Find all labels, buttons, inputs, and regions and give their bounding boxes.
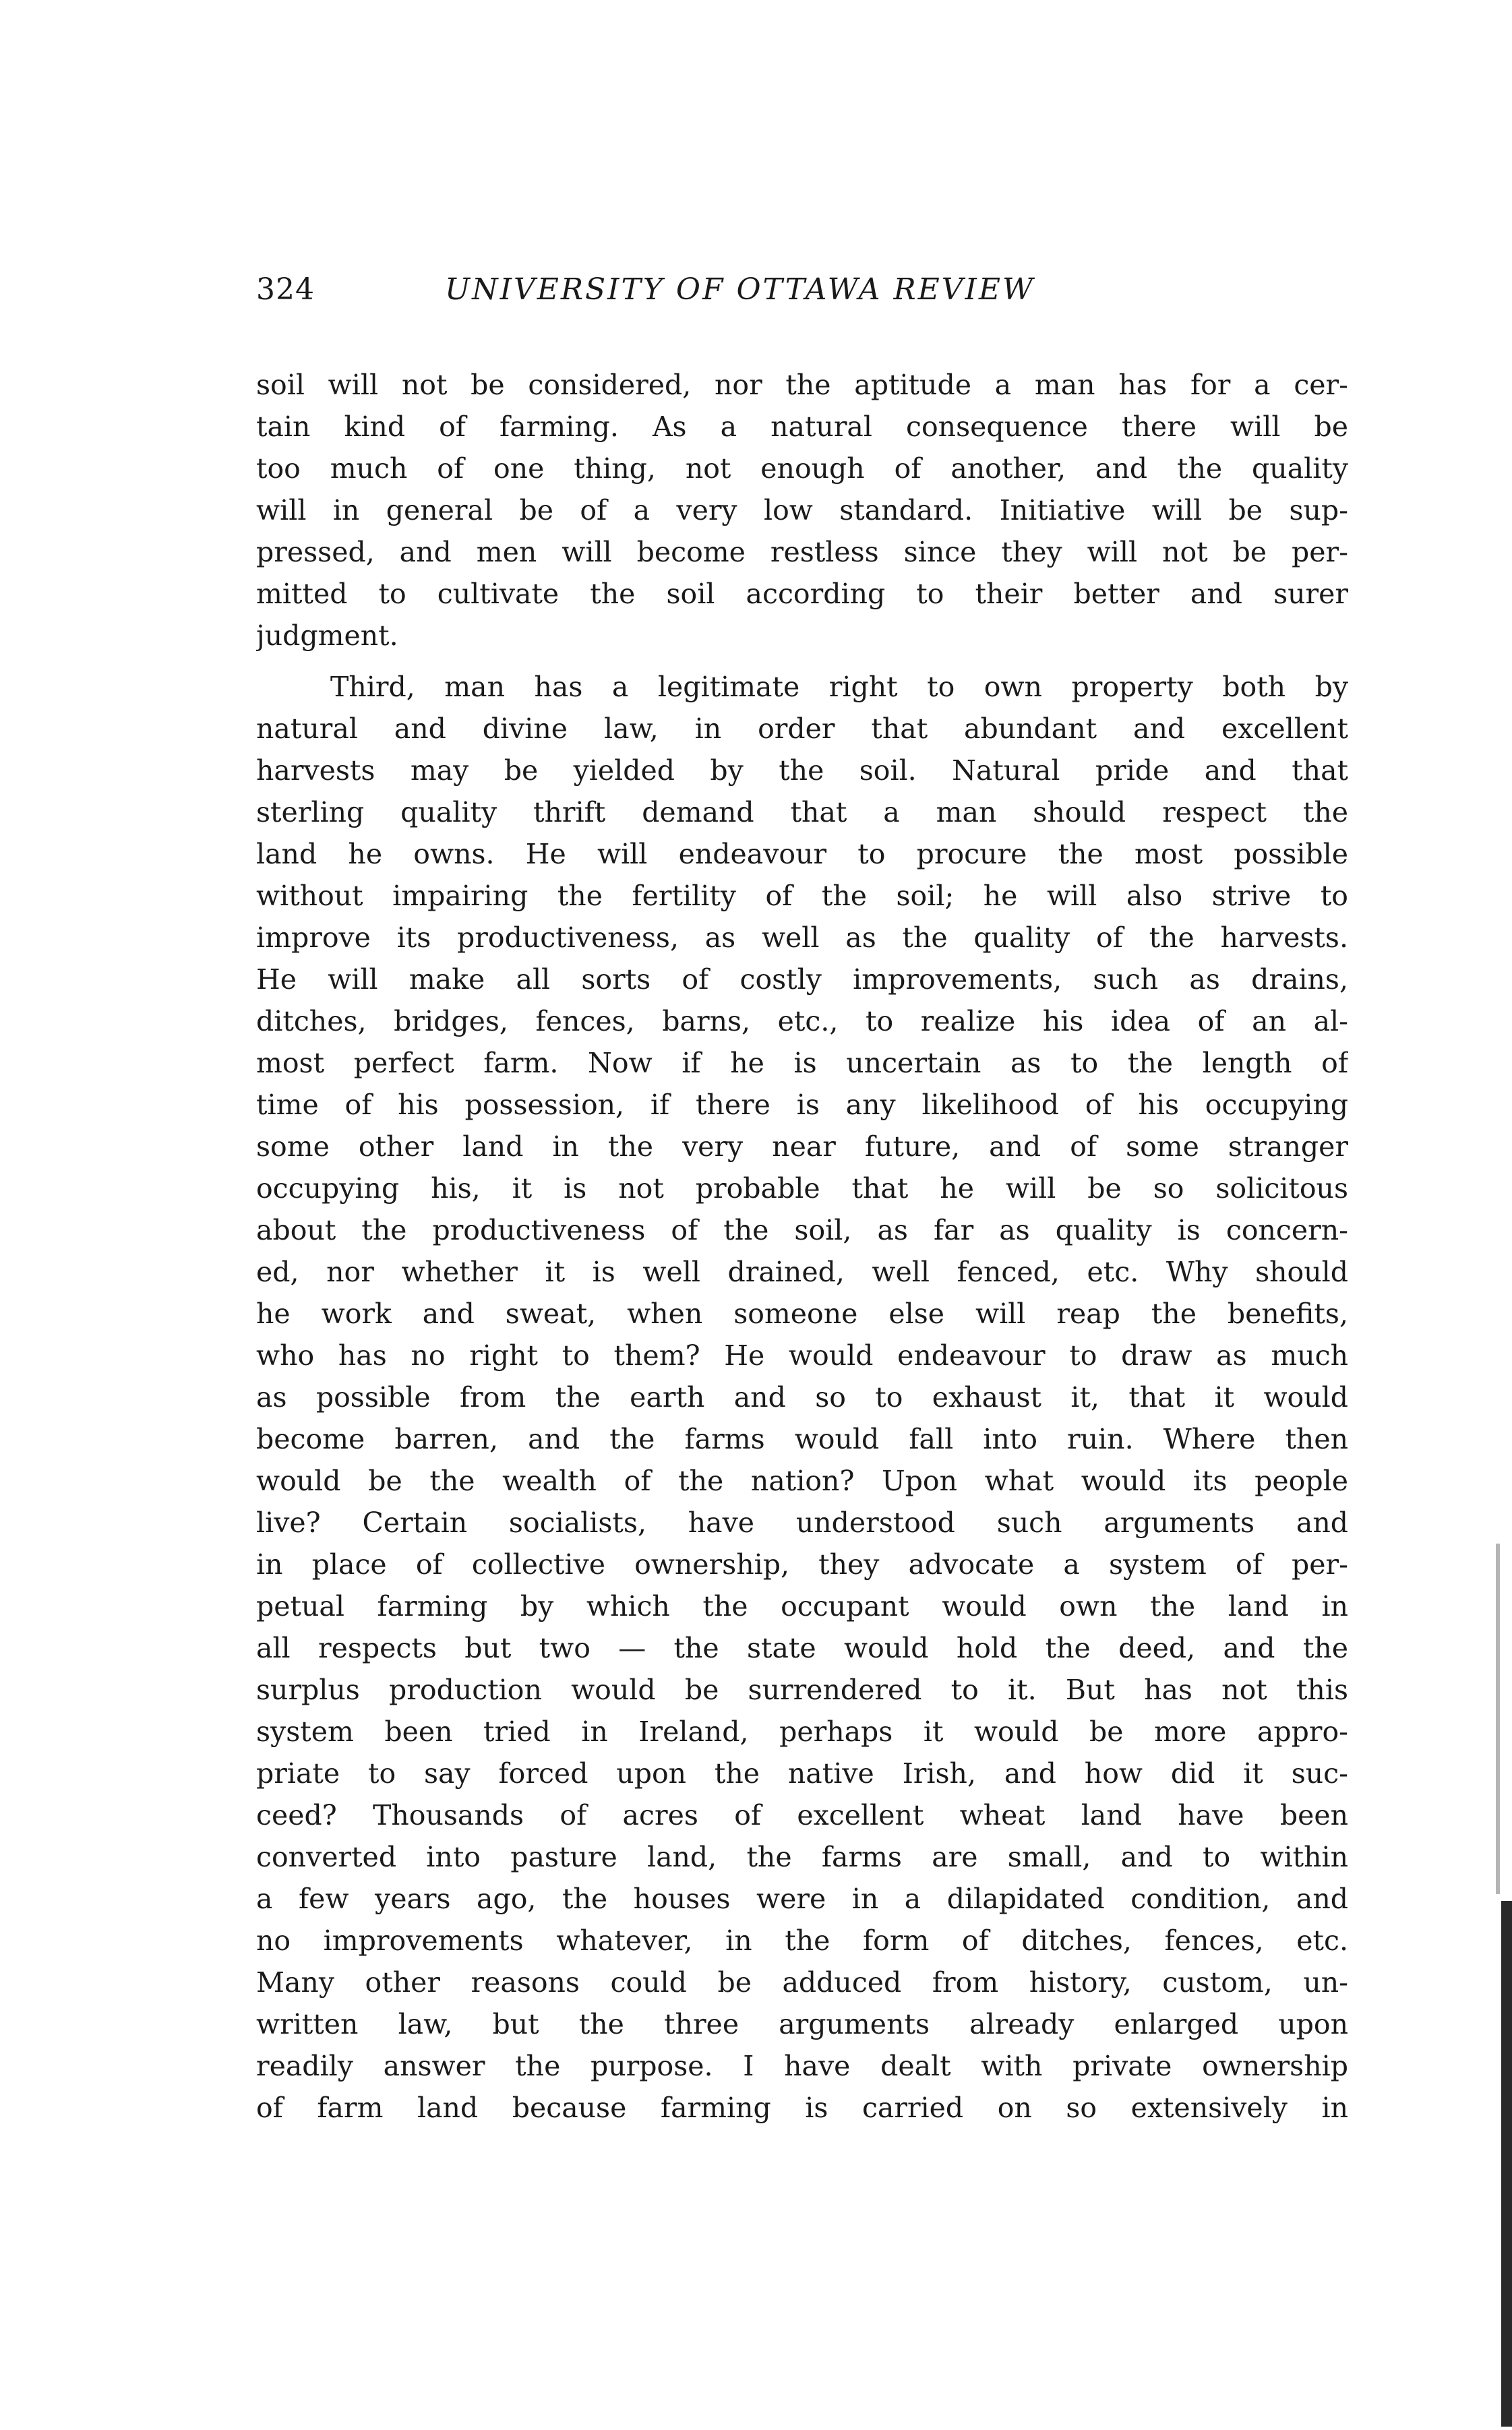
text-line: mitted to cultivate the soil according to their better and surer — [256, 578, 1348, 610]
text-line: occupying his, it is not probable that he will be so solicitous — [256, 1172, 1348, 1205]
text-line: all respects but two — the state would hold the deed, and the — [256, 1632, 1348, 1664]
text-line: about the productiveness of the soil, as far as quality is concern- — [256, 1214, 1348, 1246]
text-line: some other land in the very near future, and of some stranger — [256, 1130, 1348, 1163]
text-line: no improvements whatever, in the form of ditches, fences, etc. — [256, 1924, 1348, 1957]
text-line: petual farming by which the occupant would own the land in — [256, 1590, 1348, 1622]
text-line: would be the wealth of the nation? Upon what would its people — [256, 1465, 1348, 1497]
text-line: without impairing the fertility of the soil; he will also strive to — [256, 880, 1348, 912]
text-line: priate to say forced upon the native Irish, and how did it suc- — [256, 1757, 1348, 1790]
paragraph — [256, 666, 1348, 2129]
text-line: too much of one thing, not enough of another, and the quality — [256, 452, 1348, 485]
text-line: surplus production would be surrendered to it. But has not this — [256, 1674, 1348, 1706]
text-line: ditches, bridges, fences, barns, etc., to realize his idea of an al- — [256, 1005, 1348, 1037]
text-line: tain kind of farming. As a natural consequence there will be — [256, 411, 1348, 443]
text-line: Third, man has a legitimate right to own property both by — [330, 671, 1348, 703]
text-line: soil will not be considered, nor the aptitude a man has for a cer- — [256, 369, 1348, 401]
text-line: live? Certain socialists, have understood such arguments and — [256, 1507, 1348, 1539]
paragraph-gap — [256, 657, 1348, 666]
text-line: ceed? Thousands of acres of excellent wheat land have been — [256, 1799, 1348, 1831]
text-line: most perfect farm. Now if he is uncertain as to the length of — [256, 1047, 1348, 1079]
text-line: He will make all sorts of costly improvements, such as drains, — [256, 963, 1348, 996]
text-line: converted into pasture land, the farms are small, and to within — [256, 1841, 1348, 1873]
text-line: Many other reasons could be adduced from history, custom, un- — [256, 1966, 1348, 1999]
paragraph — [256, 364, 1348, 657]
text-line: of farm land because farming is carried on so extensively in — [256, 2092, 1348, 2124]
text-line: natural and divine law, in order that abundant and excellent — [256, 712, 1348, 745]
text-line: judgment. — [256, 619, 398, 652]
text-line: land he owns. He will endeavour to procure the most possible — [256, 838, 1348, 870]
text-line: harvests may be yielded by the soil. Natural pride and that — [256, 754, 1348, 787]
body-text — [256, 364, 1348, 2129]
text-line: time of his possession, if there is any likelihood of his occupying — [256, 1089, 1348, 1121]
text-line: who has no right to them? He would endeavour to draw as much — [256, 1339, 1348, 1372]
text-line: readily answer the purpose. I have dealt with private ownership — [256, 2050, 1348, 2082]
page-header — [256, 266, 1348, 313]
text-line: become barren, and the farms would fall into ruin. Where then — [256, 1423, 1348, 1455]
text-line: improve its productiveness, as well as the quality of the harvests. — [256, 921, 1348, 954]
text-line: sterling quality thrift demand that a man should respect the — [256, 796, 1348, 828]
text-line: he work and sweat, when someone else will reap the benefits, — [256, 1298, 1348, 1330]
text-line: system been tried in Ireland, perhaps it would be more appro- — [256, 1715, 1348, 1748]
text-line: written law, but the three arguments already enlarged upon — [256, 2008, 1348, 2040]
text-line: ed, nor whether it is well drained, well fenced, etc. Why should — [256, 1256, 1348, 1288]
text-line: a few years ago, the houses were in a dilapidated condition, and — [256, 1883, 1348, 1915]
text-line: as possible from the earth and so to exhaust it, that it would — [256, 1381, 1348, 1414]
text-line: in place of collective ownership, they advocate a system of per- — [256, 1548, 1348, 1581]
scan-edge-mark — [1501, 1901, 1512, 2427]
text-line: pressed, and men will become restless since they will not be per- — [256, 536, 1348, 568]
page-number: 324 — [256, 272, 315, 307]
running-head: UNIVERSITY OF OTTAWA REVIEW — [445, 272, 1035, 307]
scan-edge-mark — [1496, 1544, 1500, 1894]
text-line: will in general be of a very low standard. Initiative will be sup- — [256, 494, 1348, 526]
